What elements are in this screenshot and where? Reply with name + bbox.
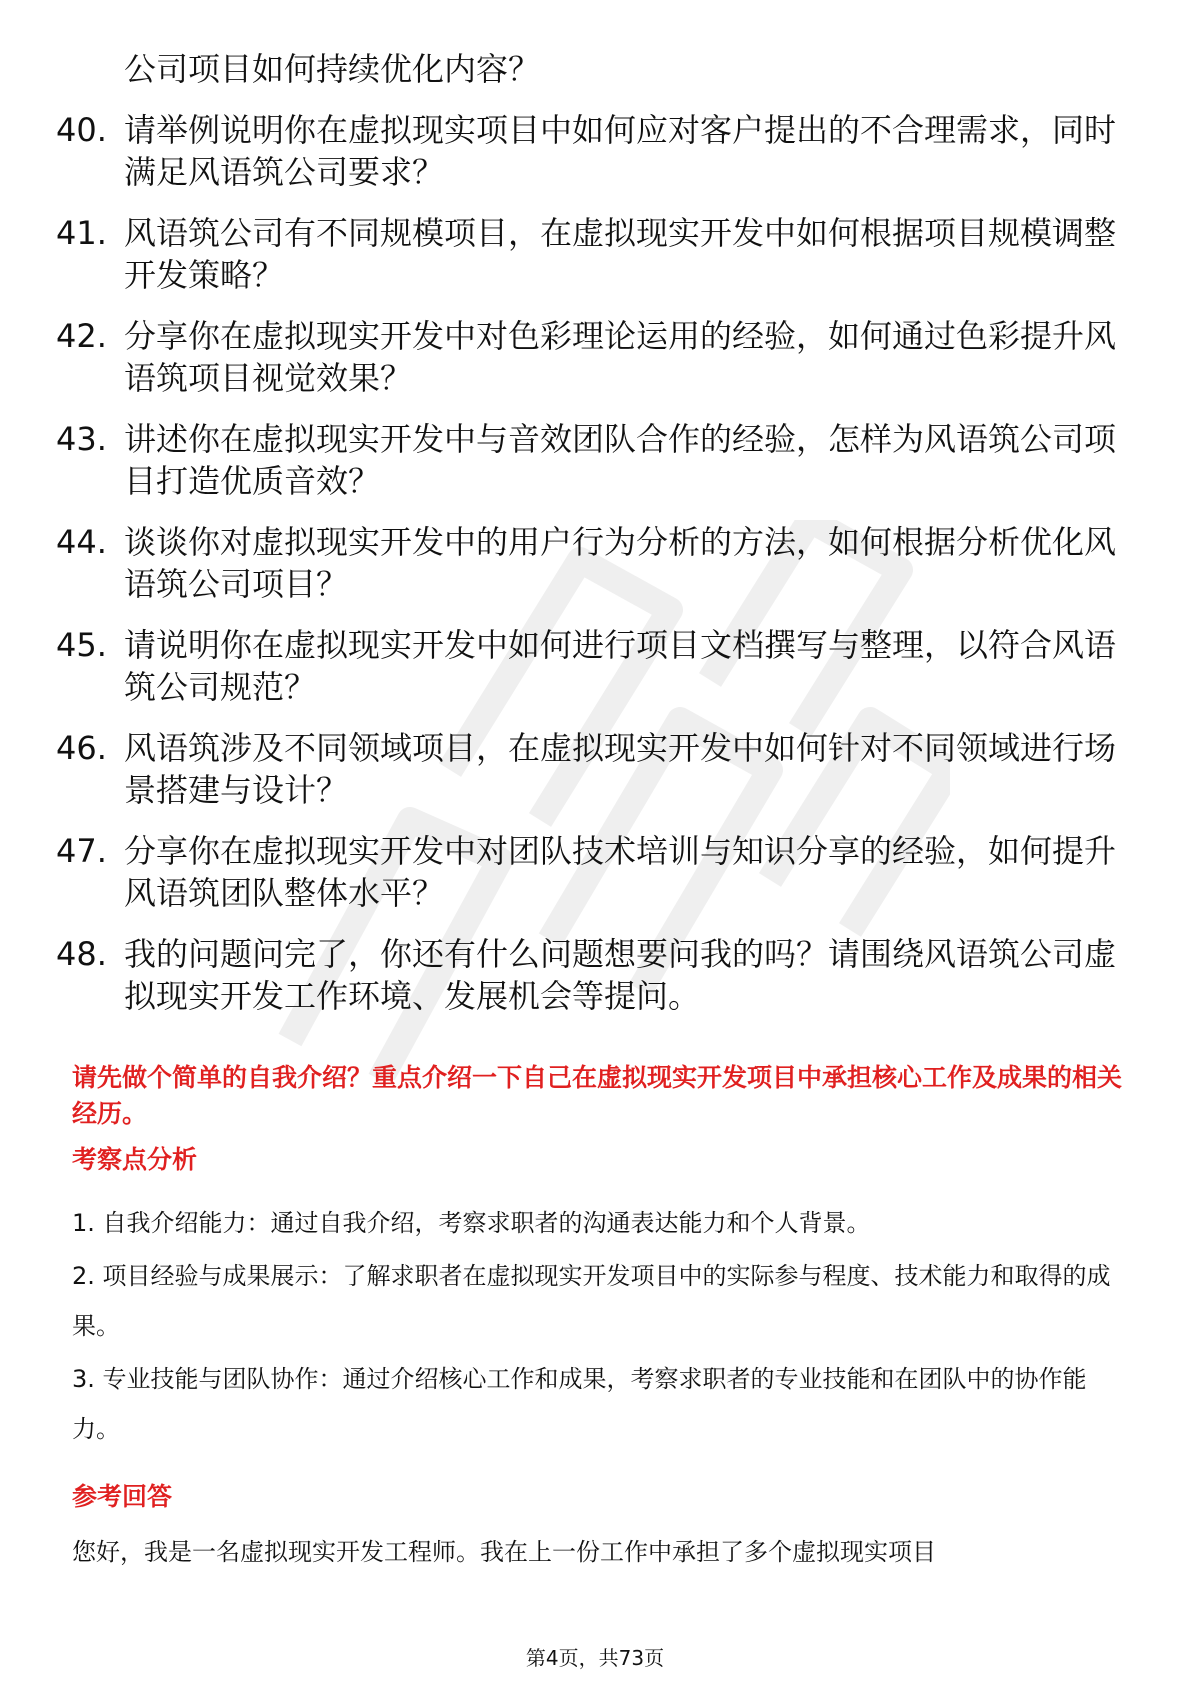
question-number: 48. <box>56 935 107 973</box>
answer-text: 您好，我是一名虚拟现实开发工程师。我在上一份工作中承担了多个虚拟现实项目 <box>72 1538 936 1566</box>
question-number: 47. <box>56 832 107 870</box>
question-number: 43. <box>56 420 107 458</box>
question-item <box>56 933 1136 1017</box>
analysis-points <box>72 1198 1132 1457</box>
question-item <box>56 830 1136 914</box>
question-number: 41. <box>56 214 107 252</box>
question-text: 风语筑公司有不同规模项目，在虚拟现实开发中如何根据项目规模调整开发策略？ <box>124 214 1117 294</box>
question-number: 45. <box>56 626 107 664</box>
question-item <box>56 212 1136 296</box>
question-number: 44. <box>56 523 107 561</box>
page-number: 第4页，共73页 <box>525 1646 665 1670</box>
question-item <box>56 418 1136 502</box>
question-continued-text: 公司项目如何持续优化内容？ <box>124 50 541 88</box>
question-text: 谈谈你对虚拟现实开发中的用户行为分析的方法，如何根据分析优化风语筑公司项目？ <box>124 523 1117 603</box>
question-text: 我的问题问完了，你还有什么问题想要问我的吗？请围绕风语筑公司虚拟现实开发工作环境、发展机会等提问。 <box>124 935 1117 1015</box>
question-item <box>56 109 1136 193</box>
question-number: 46. <box>56 729 107 767</box>
question-item <box>56 624 1136 708</box>
question-text: 风语筑涉及不同领域项目，在虚拟现实开发中如何针对不同领域进行场景搭建与设计？ <box>124 729 1117 809</box>
question-text: 请举例说明你在虚拟现实项目中如何应对客户提出的不合理需求，同时满足风语筑公司要求？ <box>124 111 1117 191</box>
question-number: 40. <box>56 111 107 149</box>
analysis-point: 3. 专业技能与团队协作：通过介绍核心工作和成果，考察求职者的专业技能和在团队中的协作能力。 <box>72 1365 1087 1443</box>
question-number: 42. <box>56 317 107 355</box>
question-item <box>56 727 1136 811</box>
question-text: 分享你在虚拟现实开发中对色彩理论运用的经验，如何通过色彩提升风语筑项目视觉效果？ <box>124 317 1117 397</box>
question-text: 讲述你在虚拟现实开发中与音效团队合作的经验，怎样为风语筑公司项目打造优质音效？ <box>124 420 1117 500</box>
answer-heading: 参考回答 <box>72 1482 173 1511</box>
question-list <box>56 48 1136 1017</box>
question-item <box>56 315 1136 399</box>
question-item <box>56 521 1136 605</box>
analysis-point: 2. 项目经验与成果展示：了解求职者在虚拟现实开发项目中的实际参与程度、技术能力和取得的成果。 <box>72 1262 1111 1340</box>
analysis-point: 1. 自我介绍能力：通过自我介绍，考察求职者的沟通表达能力和个人背景。 <box>72 1209 871 1237</box>
question-text: 分享你在虚拟现实开发中对团队技术培训与知识分享的经验，如何提升风语筑团队整体水平？ <box>124 832 1117 912</box>
intro-question-heading: 请先做个简单的自我介绍？重点介绍一下自己在虚拟现实开发项目中承担核心工作及成果的相关经历。 <box>72 1063 1123 1128</box>
analysis-heading: 考察点分析 <box>72 1145 198 1174</box>
question-text: 请说明你在虚拟现实开发中如何进行项目文档撰写与整理，以符合风语筑公司规范？ <box>124 626 1117 706</box>
